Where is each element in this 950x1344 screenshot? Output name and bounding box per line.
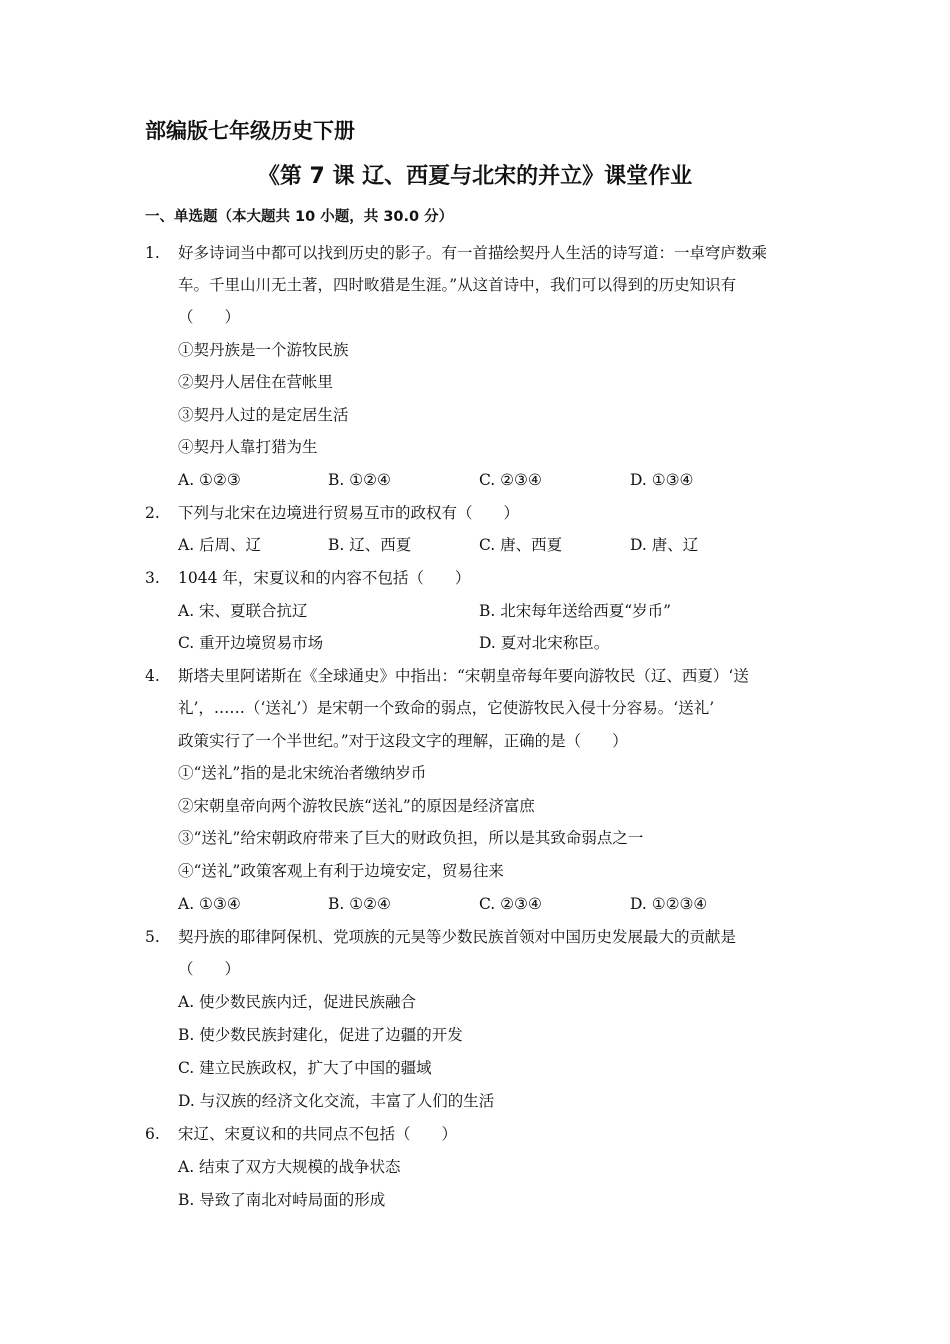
question-number: 1. [145, 244, 160, 262]
option-d[interactable]: D. 夏对北宋称臣。 [479, 634, 610, 652]
option-b[interactable]: B. 导致了南北对峙局面的形成 [178, 1191, 386, 1209]
option-b[interactable]: B. 北宋每年送给西夏“岁币” [479, 602, 672, 620]
question-number: 4. [145, 667, 160, 685]
question-text-line: 下列与北宋在边境进行贸易互市的政权有（ ） [178, 504, 520, 522]
option-a[interactable]: A. 使少数民族内迁，促进民族融合 [178, 993, 417, 1011]
option-b[interactable]: B. ①②④ [328, 471, 391, 489]
question-statement: ①契丹族是一个游牧民族 [178, 341, 349, 359]
option-c[interactable]: C. ②③④ [479, 471, 542, 489]
document-title: 《第 7 课 辽、西夏与北宋的并立》课堂作业 [257, 164, 693, 189]
question-statement: ④契丹人靠打猎为生 [178, 438, 318, 456]
option-a[interactable]: A. 宋、夏联合抗辽 [178, 602, 308, 620]
option-c[interactable]: C. ②③④ [479, 895, 542, 913]
question-statement: ①“送礼”指的是北宋统治者缴纳岁币 [178, 764, 427, 782]
question-text-line: 车。千里山川无土著，四时畋猎是生涯。”从这首诗中，我们可以得到的历史知识有 [178, 276, 737, 294]
question-number: 2. [145, 504, 160, 522]
option-a[interactable]: A. 结束了双方大规模的战争状态 [178, 1158, 401, 1176]
question-statement: ③契丹人过的是定居生活 [178, 406, 349, 424]
option-d[interactable]: D. ①③④ [630, 471, 694, 489]
question-statement: ④“送礼”政策客观上有利于边境安定，贸易往来 [178, 862, 504, 880]
option-a[interactable]: A. ①②③ [178, 471, 241, 489]
question-statement: ②契丹人居住在营帐里 [178, 373, 334, 391]
option-b[interactable]: B. 辽、西夏 [328, 536, 412, 554]
option-d[interactable]: D. ①②③④ [630, 895, 708, 913]
section-heading: 一、单选题（本大题共 10 小题，共 30.0 分） [145, 209, 454, 225]
option-d[interactable]: D. 唐、辽 [630, 536, 699, 554]
question-text-line: 契丹族的耶律阿保机、党项族的元昊等少数民族首领对中国历史发展最大的贡献是 [178, 928, 737, 946]
option-c[interactable]: C. 唐、西夏 [479, 536, 563, 554]
option-b[interactable]: B. ①②④ [328, 895, 391, 913]
question-text-line: （ ） [178, 960, 241, 978]
question-number: 3. [145, 569, 160, 587]
question-number: 6. [145, 1125, 160, 1143]
question-text-line: 宋辽、宋夏议和的共同点不包括（ ） [178, 1125, 458, 1143]
question-text-line: 1044 年，宋夏议和的内容不包括（ ） [178, 569, 471, 587]
question-text-line: 礼’，……（‘送礼’）是宋朝一个致命的弱点，它使游牧民入侵十分容易。‘送礼’ [178, 699, 715, 717]
question-text-line: 斯塔夫里阿诺斯在《全球通史》中指出：“宋朝皇帝每年要向游牧民（辽、西夏）‘送 [178, 667, 749, 685]
option-a[interactable]: A. ①③④ [178, 895, 241, 913]
option-c[interactable]: C. 建立民族政权，扩大了中国的疆域 [178, 1059, 432, 1077]
option-b[interactable]: B. 使少数民族封建化，促进了边疆的开发 [178, 1026, 463, 1044]
question-statement: ③“送礼”给宋朝政府带来了巨大的财政负担，所以是其致命弱点之一 [178, 829, 644, 847]
question-text-line: （ ） [178, 308, 241, 326]
question-statement: ②宋朝皇帝向两个游牧民族“送礼”的原因是经济富庶 [178, 797, 535, 815]
question-text-line: 政策实行了一个半世纪。”对于这段文字的理解，正确的是（ ） [178, 732, 628, 750]
option-d[interactable]: D. 与汉族的经济文化交流，丰富了人们的生活 [178, 1092, 495, 1110]
option-a[interactable]: A. 后周、辽 [178, 536, 262, 554]
option-c[interactable]: C. 重开边境贸易市场 [178, 634, 324, 652]
question-number: 5. [145, 928, 160, 946]
question-text-line: 好多诗词当中都可以找到历史的影子。有一首描绘契丹人生活的诗写道：一卓穹庐数乘 [178, 244, 768, 262]
document-header: 部编版七年级历史下册 [145, 119, 355, 143]
